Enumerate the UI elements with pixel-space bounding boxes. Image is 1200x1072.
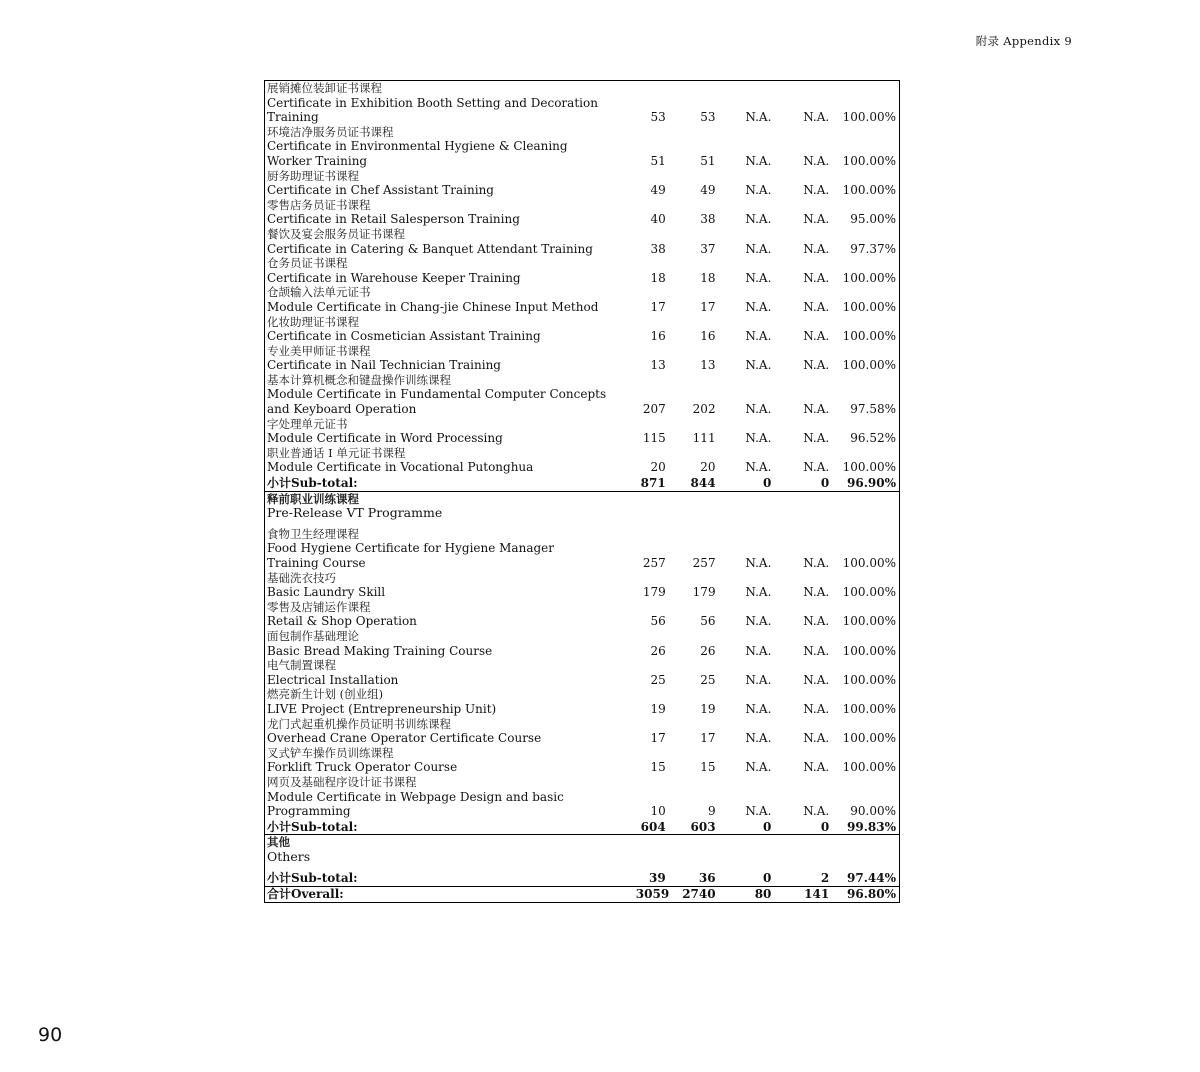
- course-name-cn: 字处理单元证书: [267, 416, 348, 431]
- course-name-en: Certificate in Catering & Banquet Attendant Training: [267, 241, 593, 256]
- value-col-3: N.A.: [745, 731, 772, 746]
- value-col-2: 9: [707, 804, 716, 819]
- overall-row: [265, 887, 899, 902]
- rate-col: 100.00%: [842, 614, 896, 629]
- value-col-3: N.A.: [745, 358, 772, 373]
- value-col-3: N.A.: [745, 614, 772, 629]
- course-name: [265, 571, 636, 600]
- course-name-en: Training: [267, 110, 319, 125]
- value-col-4: 141: [804, 887, 830, 902]
- section-title-en: Pre-Release VT Programme: [267, 505, 443, 521]
- course-name-en: Module Certificate in Chang-jie Chinese Input Method: [267, 299, 599, 314]
- course-name-cn: 燃亮新生计划 (创业组): [267, 687, 384, 702]
- table-row: [265, 315, 899, 344]
- value-col-4: N.A.: [803, 329, 830, 344]
- course-name-en: Certificate in Warehouse Keeper Training: [267, 270, 521, 285]
- table-row: [265, 571, 899, 600]
- table-row: [265, 746, 899, 775]
- value-col-3: N.A.: [745, 212, 772, 227]
- course-name: [265, 198, 636, 227]
- course-name-en: Module Certificate in Webpage Design and basic: [267, 789, 564, 804]
- table-row: [265, 717, 899, 746]
- value-col-2: 18: [700, 270, 716, 285]
- value-col-1: 871: [640, 476, 666, 491]
- value-col-1: 51: [650, 153, 666, 168]
- value-col-1: 179: [642, 585, 666, 600]
- course-name: [265, 227, 636, 256]
- value-col-3: N.A.: [745, 701, 772, 716]
- value-col-2: 53: [700, 110, 716, 125]
- table-row: [265, 344, 899, 373]
- value-col-1: 39: [649, 871, 666, 886]
- value-col-2: 19: [700, 701, 716, 716]
- section-title: [265, 835, 637, 864]
- table-row: [265, 169, 899, 198]
- course-name: [265, 446, 636, 475]
- value-col-4: N.A.: [803, 585, 830, 600]
- value-col-3: N.A.: [745, 402, 772, 417]
- value-col-2: 25: [700, 672, 716, 687]
- course-name-cn: 仓颉输入法单元证书: [267, 285, 371, 300]
- course-name: [265, 256, 636, 285]
- value-col-3: N.A.: [745, 153, 772, 168]
- value-col-3: N.A.: [745, 804, 772, 819]
- course-name: [265, 315, 636, 344]
- value-col-1: 257: [642, 556, 666, 570]
- page-number: 90: [38, 1024, 63, 1046]
- course-name-en: Certificate in Cosmetician Assistant Training: [267, 329, 541, 344]
- value-col-1: 18: [650, 270, 666, 285]
- course-name: [265, 717, 636, 746]
- course-name: [265, 527, 636, 571]
- rate-col: 100.00%: [842, 760, 896, 775]
- table-row: [265, 125, 899, 169]
- rate-col: 100.00%: [842, 183, 896, 198]
- value-col-2: 16: [700, 329, 716, 344]
- course-name-cn: 职业普通话 I 单元证书课程: [267, 445, 406, 460]
- value-col-1: 38: [650, 241, 666, 256]
- subtotal-label: 小计Sub-total:: [267, 476, 358, 491]
- course-name-cn: 面包制作基础理论: [267, 628, 359, 643]
- course-name: [265, 775, 636, 819]
- value-col-2: 26: [700, 643, 716, 658]
- rate-col: 100.00%: [842, 672, 896, 687]
- value-col-3: N.A.: [745, 556, 772, 570]
- value-col-1: 10: [650, 804, 666, 819]
- value-col-1: 17: [650, 731, 666, 746]
- value-col-4: N.A.: [803, 299, 830, 314]
- value-col-3: N.A.: [745, 329, 772, 344]
- value-col-4: N.A.: [803, 183, 830, 198]
- rate-col: 90.00%: [850, 804, 896, 819]
- course-name: [265, 169, 636, 198]
- value-col-4: N.A.: [803, 701, 830, 716]
- table-row: [265, 658, 899, 687]
- table-row: [265, 600, 899, 629]
- rate-col: 100.00%: [842, 643, 896, 658]
- course-name: [265, 344, 636, 373]
- course-name-en: Basic Bread Making Training Course: [267, 643, 493, 658]
- value-col-2: 179: [692, 585, 716, 600]
- value-col-1: 53: [650, 110, 666, 125]
- value-col-4: N.A.: [803, 241, 830, 256]
- rate-col: 97.58%: [850, 402, 896, 417]
- course-name: [265, 687, 636, 716]
- value-col-3: N.A.: [745, 672, 772, 687]
- section-title-en: Others: [267, 848, 311, 864]
- course-name-en: Programming: [267, 804, 351, 819]
- rate-col: 100.00%: [842, 110, 896, 125]
- value-col-4: 2: [820, 871, 830, 886]
- table-row: [265, 629, 899, 658]
- value-col-1: 20: [650, 460, 666, 475]
- table-row: [265, 227, 899, 256]
- course-name-cn: 网页及基础程序设计证书课程: [267, 774, 417, 789]
- value-col-2: 49: [700, 183, 716, 198]
- table-row: [265, 527, 899, 571]
- course-name: [265, 285, 636, 314]
- course-name-en: Module Certificate in Fundamental Computer Concepts: [267, 387, 607, 402]
- course-name-cn: 叉式铲车操作员训练课程: [267, 745, 394, 760]
- value-col-1: 604: [640, 819, 666, 834]
- course-name-cn: 零售及店铺运作课程: [267, 599, 371, 614]
- table-row: [265, 775, 899, 819]
- value-col-1: 17: [650, 299, 666, 314]
- rate-col: 99.83%: [847, 819, 896, 834]
- subtotal-row: [265, 870, 899, 887]
- value-col-1: 13: [650, 358, 666, 373]
- value-col-4: N.A.: [803, 110, 830, 125]
- course-name: [265, 81, 636, 125]
- subtotal-label: 小计Sub-total:: [267, 819, 358, 834]
- value-col-3: N.A.: [745, 110, 772, 125]
- rate-col: 100.00%: [842, 731, 896, 746]
- value-col-2: 257: [692, 556, 716, 570]
- course-name-en: Certificate in Exhibition Booth Setting and Decoration: [267, 95, 598, 110]
- course-name-en: Electrical Installation: [267, 672, 399, 687]
- value-col-3: N.A.: [745, 760, 772, 775]
- value-col-1: 49: [650, 183, 666, 198]
- course-name-en: Module Certificate in Vocational Putonghua: [267, 460, 534, 475]
- value-col-4: N.A.: [803, 731, 830, 746]
- course-name-cn: 基本计算机概念和键盘操作训练课程: [267, 372, 451, 387]
- table-row: [265, 446, 899, 475]
- value-col-4: N.A.: [803, 672, 830, 687]
- subtotal-row: [265, 819, 899, 836]
- value-col-2: 36: [698, 871, 716, 886]
- rate-col: 96.80%: [847, 887, 896, 902]
- course-name-cn: 餐饮及宴会服务员证书课程: [267, 226, 405, 241]
- value-col-1: 26: [650, 643, 666, 658]
- course-name-cn: 环境洁净服务员证书课程: [267, 124, 394, 139]
- value-col-4: N.A.: [803, 460, 830, 475]
- value-col-2: 603: [690, 819, 716, 834]
- rate-col: 97.37%: [850, 241, 896, 256]
- value-col-3: 0: [763, 871, 772, 886]
- course-name-cn: 展销摊位装卸证书课程: [267, 81, 382, 95]
- section-header: [265, 835, 899, 870]
- rate-col: 100.00%: [842, 701, 896, 716]
- value-col-3: 0: [763, 476, 772, 491]
- rate-col: 100.00%: [842, 556, 896, 570]
- value-col-1: 115: [642, 431, 666, 446]
- rate-col: 100.00%: [842, 460, 896, 475]
- value-col-4: N.A.: [803, 431, 830, 446]
- value-col-4: N.A.: [803, 212, 830, 227]
- value-col-4: N.A.: [803, 643, 830, 658]
- value-col-3: N.A.: [745, 431, 772, 446]
- table-row: [265, 285, 899, 314]
- value-col-4: N.A.: [803, 556, 830, 570]
- value-col-1: 15: [650, 760, 666, 775]
- value-col-3: N.A.: [745, 183, 772, 198]
- value-col-2: 17: [700, 299, 716, 314]
- value-col-2: 111: [692, 431, 716, 446]
- value-col-3: 80: [754, 887, 772, 902]
- course-name: [265, 125, 636, 169]
- value-col-2: 56: [700, 614, 716, 629]
- value-col-4: 0: [820, 819, 830, 834]
- course-name-cn: 龙门式起重机操作员证明书训练课程: [267, 716, 451, 731]
- value-col-1: 19: [650, 701, 666, 716]
- value-col-4: N.A.: [803, 270, 830, 285]
- course-name-en: Retail & Shop Operation: [267, 614, 417, 629]
- value-col-3: N.A.: [745, 270, 772, 285]
- overall-label: 合计Overall:: [267, 887, 344, 902]
- value-col-1: 25: [650, 672, 666, 687]
- rate-col: 100.00%: [842, 585, 896, 600]
- course-name-en: Certificate in Retail Salesperson Training: [267, 212, 520, 227]
- table-row: [265, 198, 899, 227]
- value-col-1: 3059: [635, 887, 670, 902]
- rate-col: 100.00%: [842, 153, 896, 168]
- course-name-en: Certificate in Nail Technician Training: [267, 358, 501, 373]
- rate-col: 97.44%: [847, 871, 896, 886]
- value-col-3: N.A.: [745, 299, 772, 314]
- value-col-3: N.A.: [745, 585, 772, 600]
- rate-col: 96.52%: [850, 431, 896, 446]
- value-col-3: N.A.: [745, 643, 772, 658]
- course-name: [265, 658, 636, 687]
- value-col-2: 17: [700, 731, 716, 746]
- value-col-2: 202: [692, 402, 716, 417]
- course-name-cn: 基础洗衣技巧: [267, 570, 336, 585]
- course-name-cn: 化妆助理证书课程: [267, 314, 359, 329]
- course-name-en: and Keyboard Operation: [267, 402, 417, 417]
- table-row: [265, 687, 899, 716]
- course-name-en: Certificate in Environmental Hygiene & Cleaning: [267, 139, 568, 154]
- rate-col: 100.00%: [842, 270, 896, 285]
- value-col-2: 38: [700, 212, 716, 227]
- table-row: [265, 373, 899, 417]
- value-col-2: 51: [700, 153, 716, 168]
- subtotal-label: 小计Sub-total:: [267, 871, 358, 886]
- course-name: [265, 600, 636, 629]
- course-name-cn: 电气制置课程: [267, 658, 336, 673]
- value-col-2: 2740: [682, 887, 716, 902]
- course-name-en: Module Certificate in Word Processing: [267, 431, 503, 446]
- course-name: [265, 417, 636, 446]
- value-col-2: 13: [700, 358, 716, 373]
- value-col-4: 0: [820, 476, 830, 491]
- section-header: [265, 492, 899, 527]
- subtotal-row: [265, 475, 899, 492]
- value-col-1: 207: [642, 402, 666, 417]
- section-title: [265, 492, 637, 521]
- value-col-1: 40: [650, 212, 666, 227]
- course-name-en: LIVE Project (Entrepreneurship Unit): [267, 701, 497, 716]
- course-name-en: Forklift Truck Operator Course: [267, 760, 458, 775]
- value-col-1: 16: [650, 329, 666, 344]
- value-col-4: N.A.: [803, 614, 830, 629]
- value-col-2: 37: [700, 241, 716, 256]
- value-col-3: N.A.: [745, 241, 772, 256]
- section-title-cn: 释前职业训练课程: [267, 491, 359, 506]
- course-name-cn: 厨务助理证书课程: [267, 168, 359, 183]
- course-name-en: Certificate in Chef Assistant Training: [267, 183, 494, 198]
- value-col-3: 0: [763, 819, 772, 834]
- course-name: [265, 629, 636, 658]
- table-row: [265, 256, 899, 285]
- table-row: [265, 81, 899, 125]
- rate-col: 100.00%: [842, 329, 896, 344]
- results-table: [264, 80, 900, 903]
- course-name: [265, 373, 636, 417]
- course-name-en: Training Course: [267, 556, 366, 570]
- value-col-3: N.A.: [745, 460, 772, 475]
- rate-col: 96.90%: [847, 476, 896, 491]
- course-name-cn: 零售店务员证书课程: [267, 197, 371, 212]
- course-name-en: Worker Training: [267, 153, 368, 168]
- value-col-4: N.A.: [803, 153, 830, 168]
- value-col-4: N.A.: [803, 760, 830, 775]
- rate-col: 100.00%: [842, 358, 896, 373]
- value-col-4: N.A.: [803, 804, 830, 819]
- course-name-cn: 食物卫生经理课程: [267, 526, 359, 541]
- course-name-cn: 专业美甲师证书课程: [267, 343, 371, 358]
- table-row: [265, 417, 899, 446]
- section-title-cn: 其他: [267, 835, 290, 850]
- course-name-en: Food Hygiene Certificate for Hygiene Manager: [267, 541, 554, 556]
- course-name-en: Basic Laundry Skill: [267, 585, 386, 600]
- course-name: [265, 746, 636, 775]
- rate-col: 100.00%: [842, 299, 896, 314]
- value-col-2: 20: [700, 460, 716, 475]
- running-head: 附录 Appendix 9: [975, 34, 1072, 48]
- course-name-cn: 仓务员证书课程: [267, 256, 348, 271]
- course-name-en: Overhead Crane Operator Certificate Course: [267, 731, 542, 746]
- value-col-4: N.A.: [803, 402, 830, 417]
- value-col-2: 15: [700, 760, 716, 775]
- value-col-4: N.A.: [803, 358, 830, 373]
- rate-col: 95.00%: [850, 212, 896, 227]
- value-col-1: 56: [650, 614, 666, 629]
- value-col-2: 844: [690, 476, 716, 491]
